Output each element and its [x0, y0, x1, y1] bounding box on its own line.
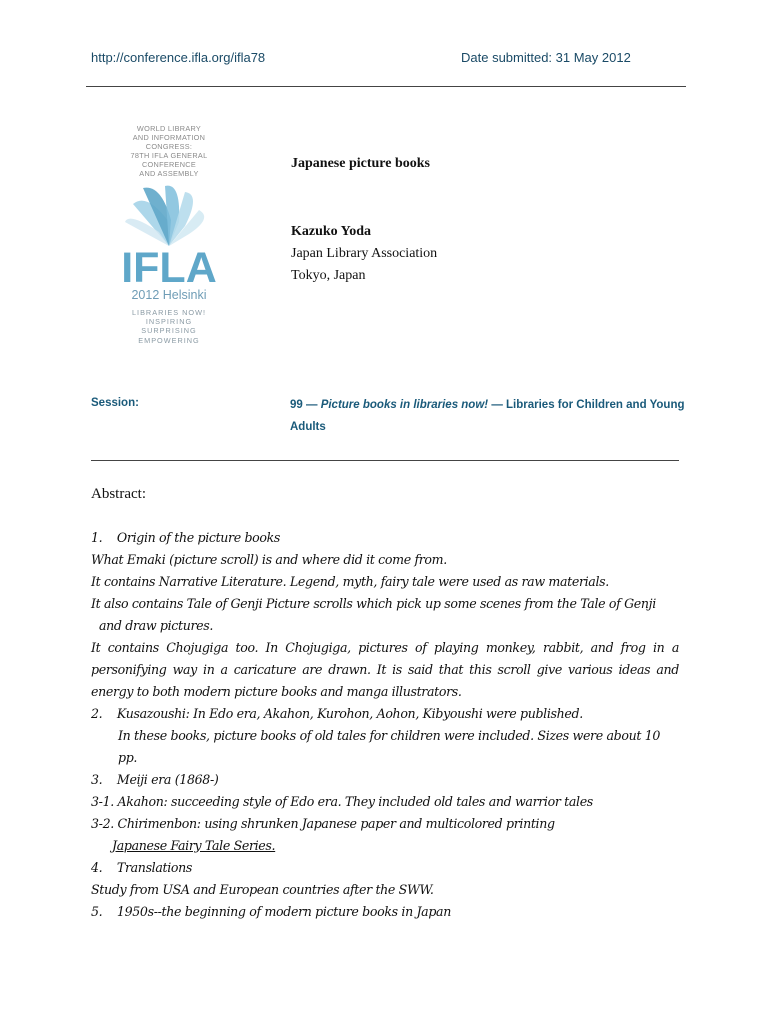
- abstract-line: In these books, picture books of old tales for children were included. Sizes were about 10: [118, 728, 661, 743]
- date-submitted: Date submitted: 31 May 2012: [461, 50, 631, 65]
- author-location: Tokyo, Japan: [291, 268, 366, 283]
- logo-text: WORLD LIBRARY AND INFORMATION CONGRESS: 78TH IFLA GENERAL CONFERENCE AND ASSEMBLY: [130, 124, 208, 178]
- logo-ifla: IFLA: [121, 244, 217, 292]
- conference-url-link[interactable]: http://conference.ifla.org/ifla78: [91, 50, 266, 65]
- section-divider: [91, 460, 679, 461]
- ifla-logo: [112, 124, 226, 345]
- abstract-line: 4. Translations: [91, 860, 193, 875]
- abstract-line: 2. Kusazoushi: In Edo era, Akahon, Kurohon, Aohon, Kibyoushi were published.: [91, 706, 583, 721]
- abstract-line: It contains Chojugiga too. In Chojugiga, pictures of playing monkey, rabbit, and frog in a: [91, 640, 679, 655]
- abstract-line: Japanese Fairy Tale Series.: [112, 838, 276, 853]
- abstract-line: and draw pictures.: [99, 618, 214, 633]
- author-affiliation: Japan Library Association: [291, 246, 438, 261]
- logo-tagline: LIBRARIES NOW! INSPIRING SURPRISING EMPOWERING: [131, 308, 206, 345]
- abstract-line: It also contains Tale of Genji Picture scrolls which pick up some scenes from the Tale of Genji: [91, 596, 656, 611]
- abstract-line: 5. 1950s--the beginning of modern picture books in Japan: [91, 904, 451, 919]
- book-pages-icon: [119, 182, 219, 248]
- author-block: [291, 221, 437, 287]
- abstract-line: energy to both modern picture books and manga illustrators.: [91, 684, 462, 699]
- session-info: 99 — Picture books in libraries now! — Libraries for Children and Young Adults: [290, 399, 685, 433]
- abstract-line: 1. Origin of the picture books: [91, 530, 281, 545]
- abstract-line: 3. Meiji era (1868-): [91, 772, 219, 787]
- logo-city: 2012 Helsinki: [131, 288, 207, 302]
- abstract-line: What Emaki (picture scroll) is and where did it come from.: [91, 552, 447, 567]
- abstract-body: [91, 527, 679, 923]
- abstract-line: It contains Narrative Literature. Legend, myth, fairy tale were used as raw materials.: [91, 574, 609, 589]
- abstract-line: Study from USA and European countries after the SWW.: [91, 882, 434, 897]
- abstract-heading: Abstract:: [91, 486, 146, 502]
- abstract-line: personifying way in a caricature are drawn. It is said that this scroll give various ideas and: [91, 662, 679, 677]
- author-name: Kazuko Yoda: [291, 224, 372, 239]
- abstract-line: 3-2. Chirimenbon: using shrunken Japanese paper and multicolored printing: [91, 816, 555, 831]
- abstract-line: pp.: [118, 750, 138, 765]
- header-divider: [86, 86, 686, 87]
- paper-title: Japanese picture books: [291, 156, 430, 171]
- abstract-line: 3-1. Akahon: succeeding style of Edo era. They included old tales and warrior tales: [91, 794, 593, 809]
- session-label: Session:: [91, 397, 139, 409]
